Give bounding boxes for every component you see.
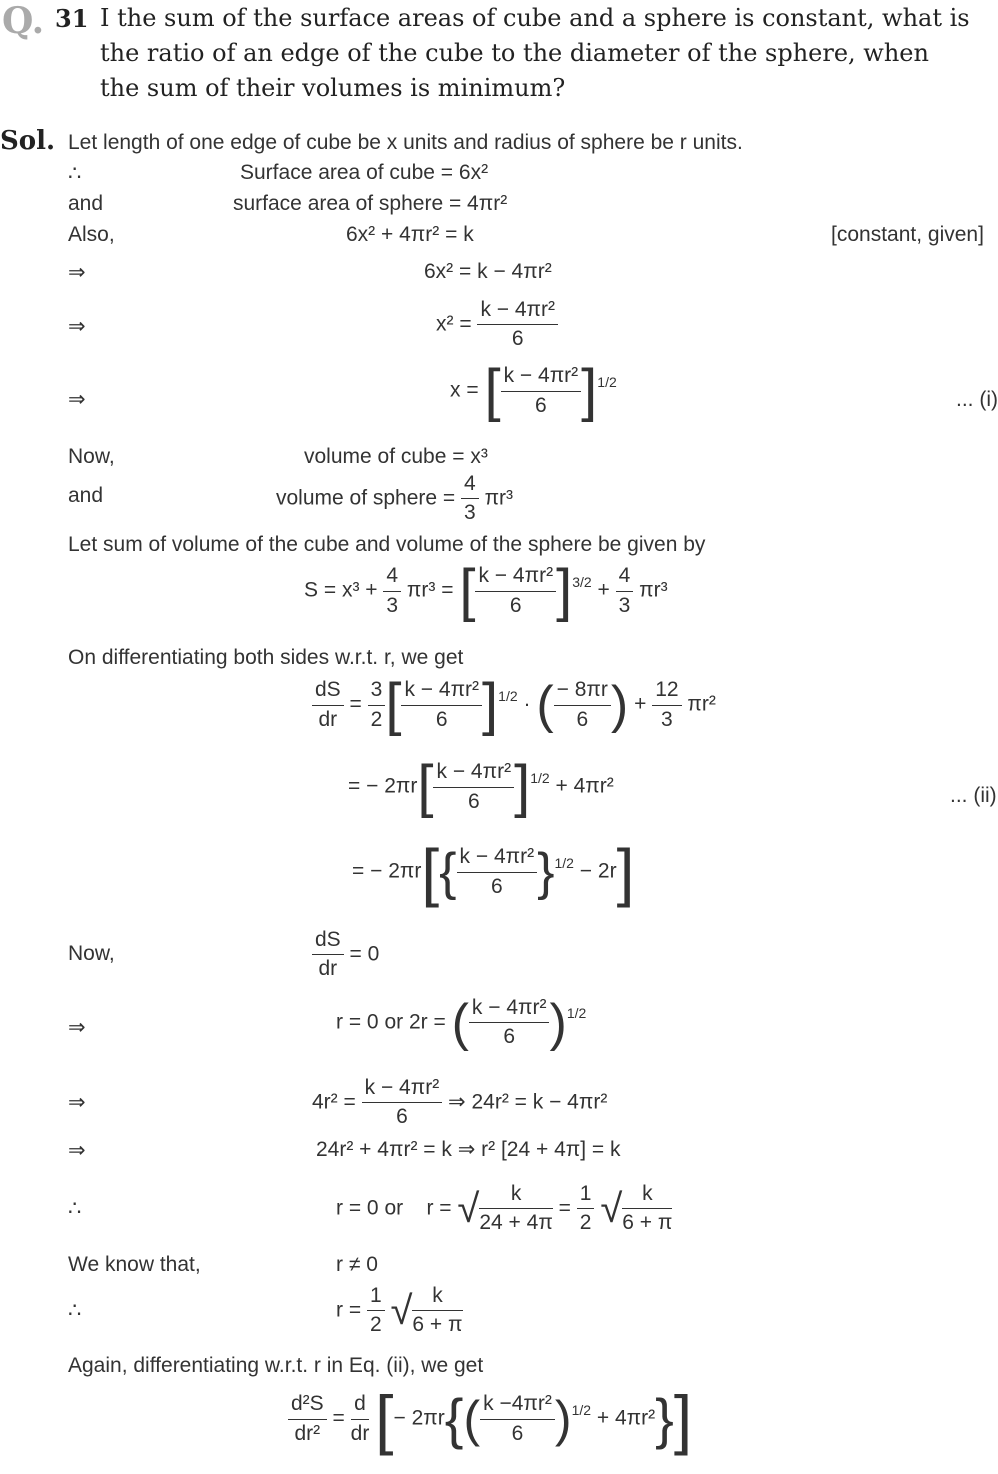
sum-equation: 6x² + 4πr² = k xyxy=(346,223,474,246)
question-marker: Q. xyxy=(2,0,45,42)
r-not-zero: r ≠ 0 xyxy=(336,1253,378,1276)
equation-dS-dr: $\frac{dS}{dr}$ = $\frac{3}{2}$ [ $\frac{\text{k − 4πr²}}{6}$ ]$^{1/2}$ · ( $\frac{- 8\pi r}{6}$ ) + $\frac{12}{3}$ πr² xyxy=(312,676,716,734)
solution-marker: Sol. xyxy=(0,126,56,156)
therefore-symbol-3: ∴ xyxy=(68,1299,82,1322)
again-line: Again, differentiating w.r.t. r in Eq. (ii), we get xyxy=(68,1354,484,1377)
volume-cube: volume of cube = x³ xyxy=(304,445,488,468)
implies-5: ⇒ xyxy=(68,1091,86,1114)
equation-4r2: 4r² = $\frac{\text{k − 4πr²}}{6}$ ⇒ 24r² = k − 4πr² xyxy=(312,1076,608,1129)
equation-r-final: r = $\frac{1}{2}$ √ $\frac{k}{6 + \pi}$ xyxy=(336,1284,463,1337)
label-i: ... (i) xyxy=(956,388,998,411)
question-line-1: I the sum of the surface areas of cube and a sphere is constant, what is xyxy=(100,4,970,32)
equation-x-squared: x² = $\frac{\text{k − 4πr²}}{6}$ xyxy=(436,296,558,354)
we-know-that: We know that, xyxy=(68,1253,201,1276)
volume-sphere: volume of sphere = $\frac{4}{3}$ πr³ xyxy=(276,472,514,525)
implies-4: ⇒ xyxy=(68,1016,86,1039)
now-word-1: Now, xyxy=(68,445,115,468)
therefore-symbol-2: ∴ xyxy=(68,1197,82,1220)
equation-dS-dr-3: = − 2πr[{ $\frac{\text{k − 4πr²}}{6}$ }$^{1/2}$ − 2r] xyxy=(352,836,635,908)
label-ii: ... (ii) xyxy=(950,784,997,807)
implies-2: ⇒ xyxy=(68,315,86,338)
question-line-3: the sum of their volumes is minimum? xyxy=(100,74,566,102)
equation-dS-dr-2: = − 2πr[ $\frac{\text{k − 4πr²}}{6}$ ]$^{1/2}$ + 4πr² xyxy=(348,754,614,819)
and-word-2: and xyxy=(68,484,104,507)
equation-x: x = [ $\frac{\text{k − 4πr²}}{6}$ ]$^{1/2}$ xyxy=(450,358,617,423)
also-word: Also, xyxy=(68,223,115,246)
equation-dS-dr-zero: $\frac{dS}{dr}$ = 0 xyxy=(312,926,379,984)
solution-intro: Let length of one edge of cube be x units and radius of sphere be r units. xyxy=(68,131,743,154)
constant-note: [constant, given] xyxy=(831,223,984,246)
implies-6: ⇒ xyxy=(68,1139,86,1162)
surface-area-cube: Surface area of cube = 6x² xyxy=(240,161,489,184)
equation-r-solutions: r = 0 or r = √ $\frac{k}{24 + 4\pi}$ = $\frac{1}{2}$ √ $\frac{k}{6 + \pi}$ xyxy=(336,1182,673,1235)
step-6x2: 6x² = k − 4πr² xyxy=(424,260,552,283)
equation-24r2: 24r² + 4πr² = k ⇒ r² [24 + 4π] = k xyxy=(316,1138,621,1161)
question-number: 31 xyxy=(55,4,89,33)
implies-1: ⇒ xyxy=(68,261,86,284)
equation-r-zero-or: r = 0 or 2r = ( $\frac{\text{k − 4πr²}}{6}$ )$^{1/2}$ xyxy=(336,993,587,1052)
therefore-symbol: ∴ xyxy=(68,162,82,185)
implies-3: ⇒ xyxy=(68,388,86,411)
fraction: $\frac{\text{k − 4πr²}}{6}$ xyxy=(477,296,558,354)
equation-S: S = x³ + $\frac{4}{3}$ πr³ = [ $\frac{\text{k − 4πr²}}{6}$ ]$^{3/2}$ + $\frac{4}{3}$ πr³ xyxy=(304,558,668,623)
now-word-2: Now, xyxy=(68,942,115,965)
and-word: and xyxy=(68,192,104,215)
differentiating-line: On differentiating both sides w.r.t. r, we get xyxy=(68,646,464,669)
equation-second-derivative: $\frac{\text{d²S}}{\text{dr²}}$ = $\frac{d}{dr}$ [− 2πr{( $\frac{\text{k −4πr²}}{6}$ )$^{1/2}$ + 4πr²}] xyxy=(288,1386,692,1452)
question-line-2: the ratio of an edge of the cube to the diameter of the sphere, when xyxy=(100,39,929,67)
surface-area-sphere: surface area of sphere = 4πr² xyxy=(233,192,508,215)
let-sum-line: Let sum of volume of the cube and volume of the sphere be given by xyxy=(68,533,706,556)
